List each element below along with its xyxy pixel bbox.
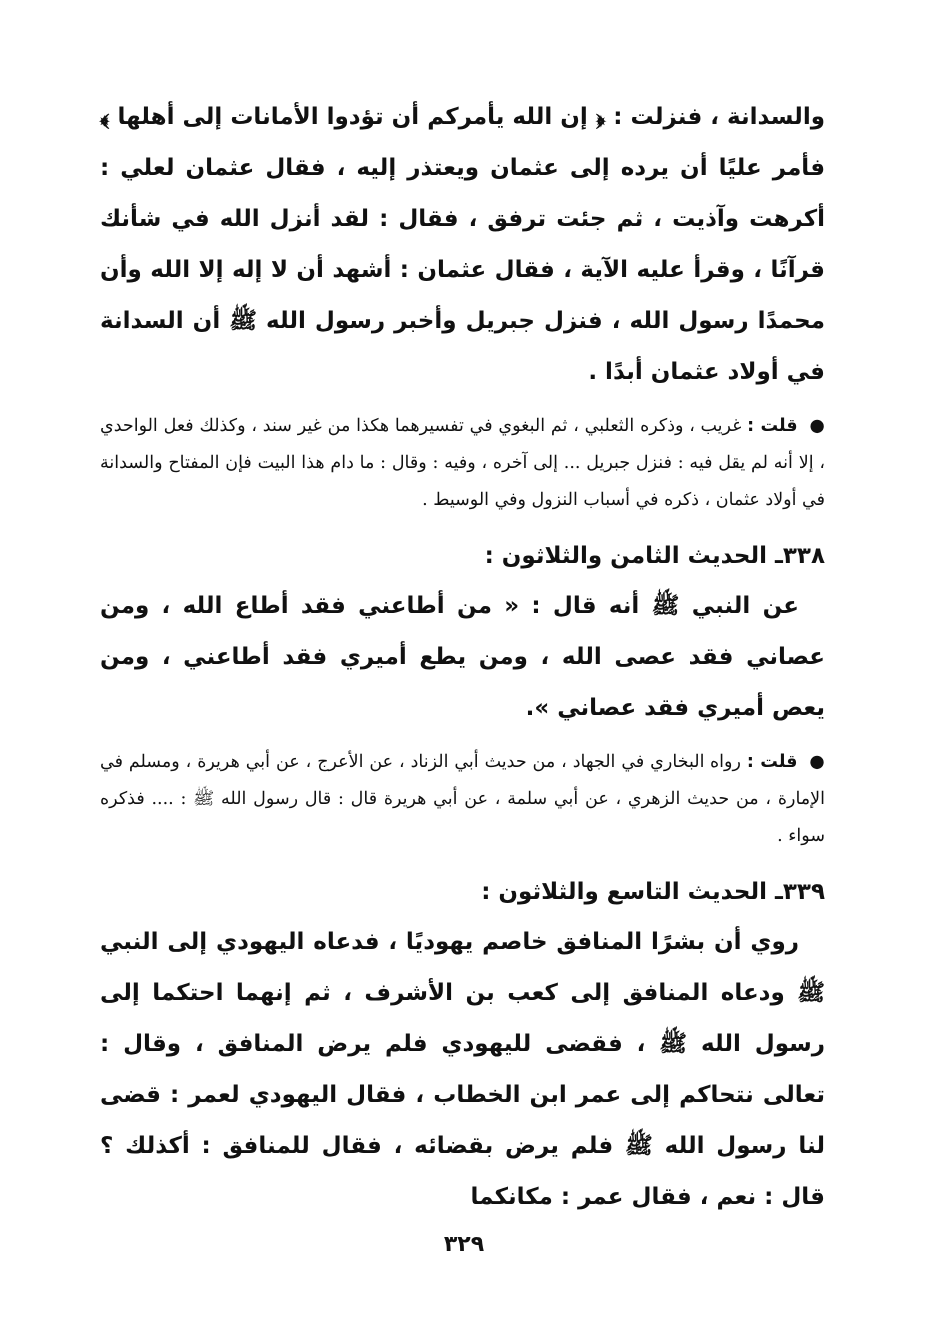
note-text: رواه البخاري في الجهاد ، من حديث أبي الزناد ، عن الأعرج ، عن أبي هريرة ، ومسلم في الإمارة ، من حديث الزهري ، عن أبي سلمة ، عن أبي هريرة قال : قال رسول الله ﷺ : .... فذكره سواء .: [100, 752, 825, 846]
note-lead: قلت :: [747, 416, 798, 436]
note-lead: قلت :: [746, 752, 798, 772]
note-text: غريب ، وذكره الثعلبي ، ثم البغوي في تفسيرهما هكذا من غير سند ، وكذلك فعل الواحدي ، إلا أنه لم يقل فيه : فنزل جبريل ... إلى آخره ، وفيه : وقال : ما دام هذا البيت فإن المفتاح والسدانة في أولاد عثمان ، ذكره في أسباب النزول وفي الوسيط .: [100, 416, 825, 510]
hadith-text-339: [100, 917, 825, 1223]
hadith-text-338: [100, 581, 825, 734]
page-number: ٣٢٩: [443, 1232, 485, 1257]
bullet-icon: ●: [809, 416, 825, 436]
paragraph-continuation: والسدانة ، فنزلت : ﴿ إن الله يأمركم أن تؤدوا الأمانات إلى أهلها ﴾ فأمر عليًا أن يرده إلى عثمان ويعتذر إليه ، فقال عثمان لعلي : أكرهت وآذيت ، ثم جئت ترفق ، فقال : لقد أنزل الله في شأنك قرآنًا ، وقرأ عليه الآية ، فقال عثمان : أشهد أن لا إله إلا الله وأن محمدًا رسول الله ، فنزل جبريل وأخبر رسول الله ﷺ أن السدانة في أولاد عثمان أبدًا .: [100, 104, 825, 385]
note-block-2: [100, 744, 825, 855]
hadith-heading-338: ٣٣٨ـ الحديث الثامن والثلاثون :: [484, 543, 825, 569]
bullet-icon: ●: [809, 752, 825, 772]
page-body: [100, 92, 825, 1223]
note-block-1: [100, 408, 825, 519]
hadith-text-338-body: عن النبي ﷺ أنه قال : « من أطاعني فقد أطاع الله ، ومن عصاني فقد عصى الله ، ومن يطع أميري فقد أطاعني ، ومن يعص أميري فقد عصاني ».: [100, 593, 825, 721]
hadith-heading-339: ٣٣٩ـ الحديث التاسع والثلاثون :: [481, 879, 825, 905]
hadith-text-339-body: روي أن بشرًا المنافق خاصم يهوديًا ، فدعاه اليهودي إلى النبي ﷺ ودعاه المنافق إلى كعب بن الأشرف ، ثم إنهما احتكما إلى رسول الله ﷺ ، فقضى لليهودي فلم يرض المنافق ، وقال : تعالى نتحاكم إلى عمر ابن الخطاب ، فقال اليهودي لعمر : قضى لنا رسول الله ﷺ فلم يرض بقضائه ، فقال للمنافق : أكذلك ؟ قال : نعم ، فقال عمر : مكانكما: [100, 929, 825, 1210]
